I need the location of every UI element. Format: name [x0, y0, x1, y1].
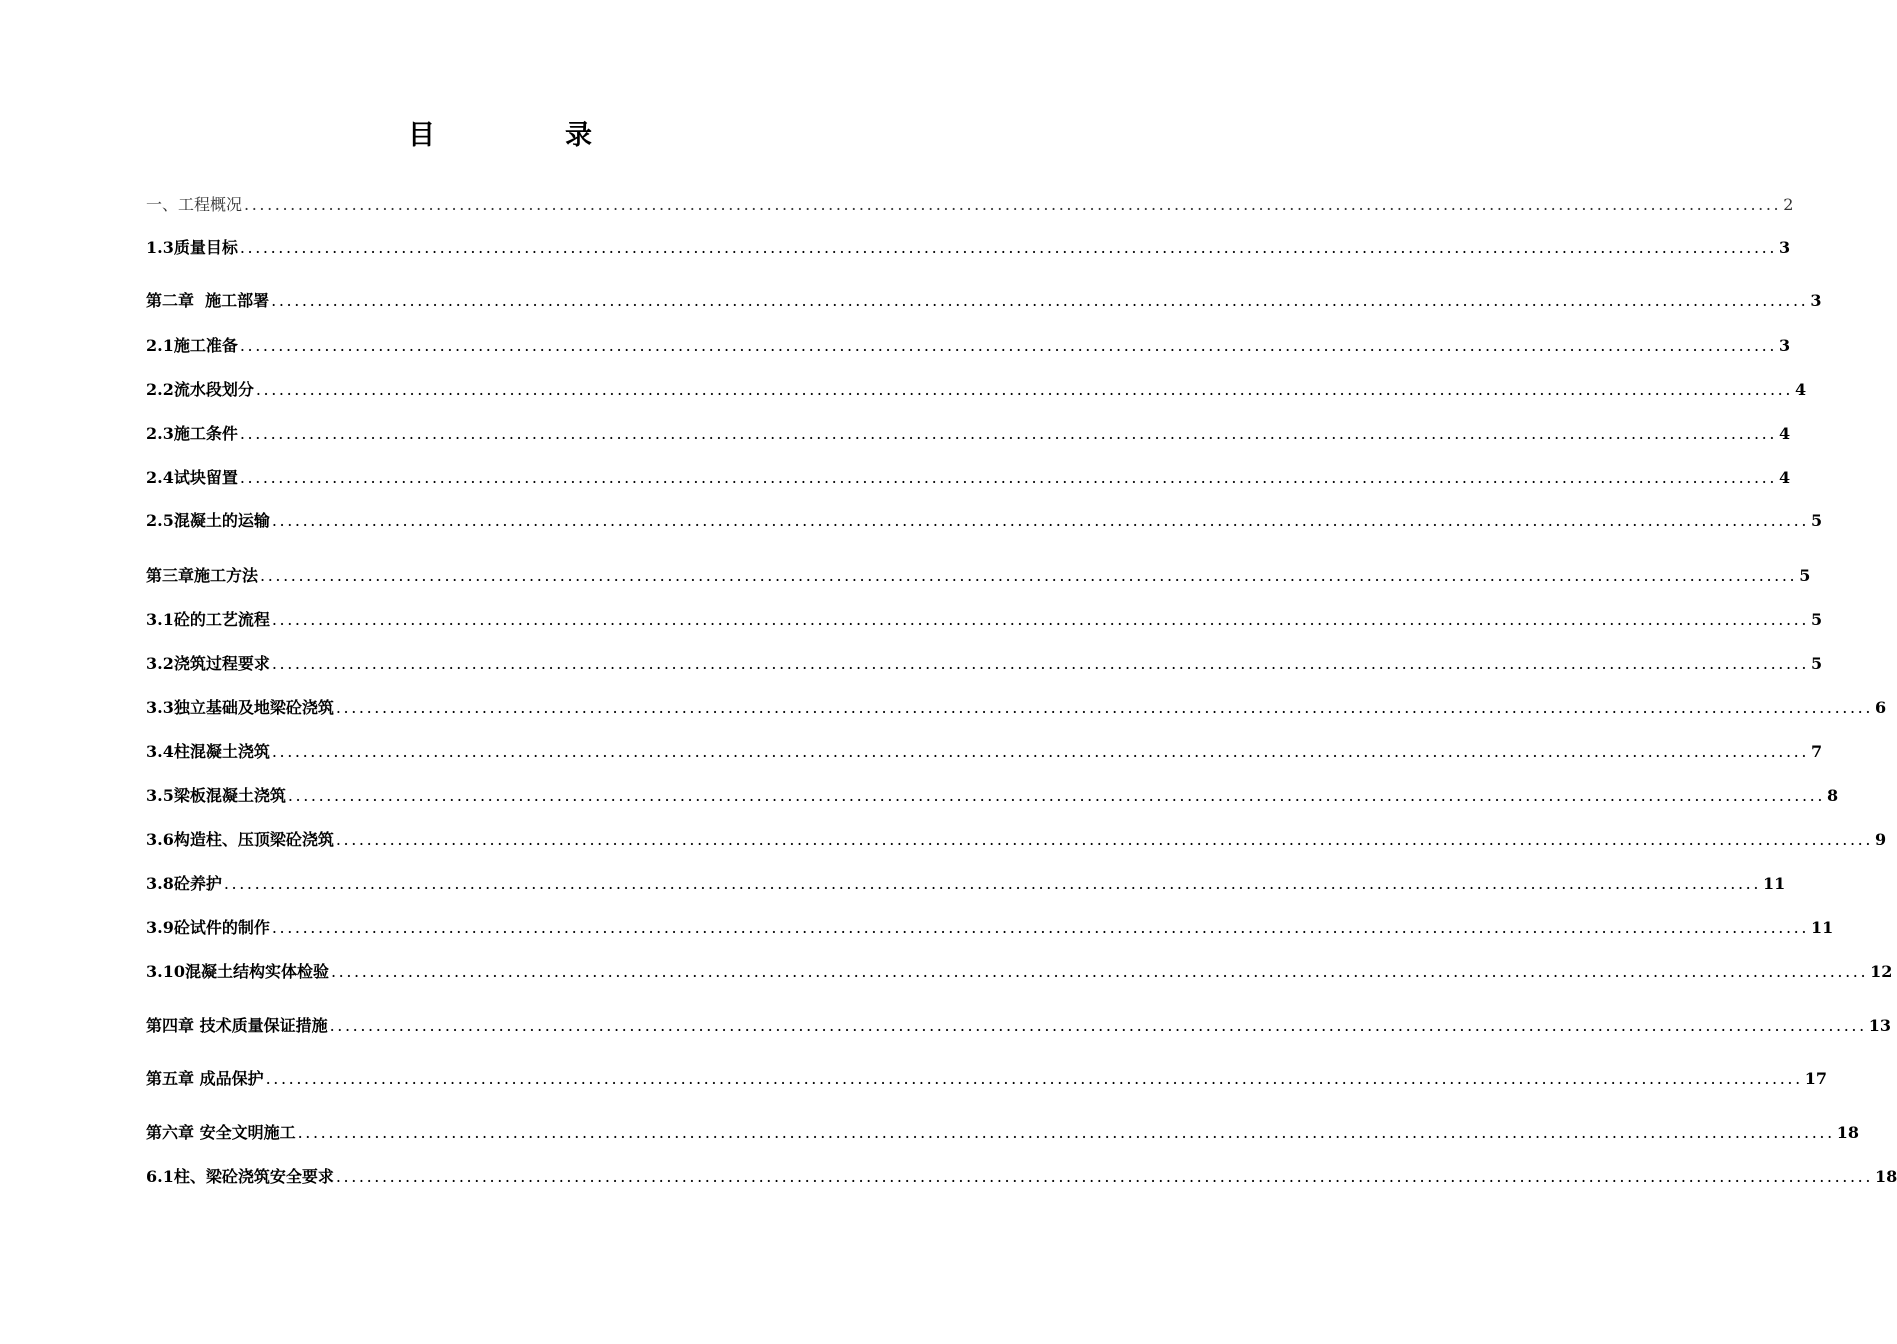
toc-entry-label: 2.1施工准备 — [146, 336, 238, 355]
toc-entry[interactable] — [146, 652, 1823, 676]
toc-dot-leader: ........................................................................................................................................................................................................ — [335, 1167, 1874, 1186]
toc-entry-label: 3.10混凝土结构实体检验 — [146, 962, 329, 981]
toc-entry-page-number: 8 — [1827, 786, 1839, 805]
toc-dot-leader: ........................................................................................................................................................................................................ — [223, 874, 1762, 893]
toc-dot-leader: ........................................................................................................................................................................................................ — [239, 336, 1778, 355]
toc-entry[interactable] — [146, 740, 1823, 764]
toc-entry-page-number: 5 — [1811, 511, 1823, 530]
toc-entry[interactable] — [146, 334, 1791, 358]
toc-entry-page-number: 2 — [1783, 195, 1794, 214]
toc-dot-leader: ........................................................................................................................................................................................................ — [335, 830, 1874, 849]
toc-entry-label: 第二章 施工部署 — [146, 291, 270, 310]
toc-entry[interactable] — [146, 564, 1811, 588]
toc-dot-leader: ........................................................................................................................................................................................................ — [287, 786, 1826, 805]
toc-entry-page-number: 5 — [1799, 566, 1811, 585]
toc-entry[interactable] — [146, 193, 1794, 217]
toc-dot-leader: ........................................................................................................................................................................................................ — [271, 654, 1810, 673]
page-title-first-char: 目 — [408, 120, 435, 151]
toc-entry-page-number: 9 — [1875, 830, 1887, 849]
toc-entry-label: 2.2流水段划分 — [146, 380, 254, 399]
toc-entry-page-number: 18 — [1836, 1123, 1860, 1142]
toc-entry-page-number: 4 — [1779, 468, 1791, 487]
toc-entry-label: 一、工程概况 — [146, 195, 243, 214]
toc-entry[interactable] — [146, 466, 1791, 490]
toc-entry[interactable] — [146, 378, 1807, 402]
toc-entry-label: 3.8砼养护 — [146, 874, 222, 893]
toc-dot-leader: ........................................................................................................................................................................................................ — [335, 698, 1874, 717]
toc-entry[interactable] — [146, 960, 1893, 984]
toc-entry-label: 2.4试块留置 — [146, 468, 238, 487]
toc-dot-leader: ........................................................................................................................................................................................................ — [244, 195, 1782, 214]
toc-entry[interactable] — [146, 509, 1823, 533]
toc-entry-label: 6.1柱、梁砼浇筑安全要求 — [146, 1167, 334, 1186]
toc-entry-page-number: 11 — [1811, 918, 1834, 937]
toc-entry-label: 3.3独立基础及地梁砼浇筑 — [146, 698, 334, 717]
toc-entry-page-number: 4 — [1795, 380, 1807, 399]
toc-entry-page-number: 6 — [1875, 698, 1887, 717]
toc-dot-leader: ........................................................................................................................................................................................................ — [297, 1123, 1835, 1142]
toc-entry-page-number: 13 — [1868, 1016, 1892, 1035]
toc-dot-leader: ........................................................................................................................................................................................................ — [260, 566, 1798, 585]
toc-dot-leader: ........................................................................................................................................................................................................ — [271, 918, 1810, 937]
toc-dot-leader: ........................................................................................................................................................................................................ — [239, 468, 1778, 487]
toc-dot-leader: ........................................................................................................................................................................................................ — [239, 424, 1778, 443]
toc-entry[interactable] — [146, 828, 1887, 852]
page-title — [0, 118, 1000, 154]
toc-entry[interactable] — [146, 916, 1834, 940]
toc-dot-leader: ........................................................................................................................................................................................................ — [271, 742, 1810, 761]
toc-dot-leader: ........................................................................................................................................................................................................ — [271, 610, 1810, 629]
toc-entry-label: 3.4柱混凝土浇筑 — [146, 742, 270, 761]
toc-entry-page-number: 4 — [1779, 424, 1791, 443]
toc-entry-page-number: 3 — [1779, 238, 1791, 257]
toc-entry-page-number: 12 — [1870, 962, 1893, 981]
toc-entry-page-number: 7 — [1811, 742, 1823, 761]
toc-entry-page-number: 17 — [1804, 1069, 1828, 1088]
toc-entry-label: 第四章 技术质量保证措施 — [146, 1016, 328, 1035]
toc-dot-leader: ........................................................................................................................................................................................................ — [239, 238, 1778, 257]
toc-entry[interactable] — [146, 1121, 1860, 1145]
toc-dot-leader: ........................................................................................................................................................................................................ — [265, 1069, 1803, 1088]
toc-dot-leader: ........................................................................................................................................................................................................ — [271, 511, 1810, 530]
toc-entry-label: 第三章施工方法 — [146, 566, 259, 585]
toc-entry-label: 3.2浇筑过程要求 — [146, 654, 270, 673]
toc-entry-label: 3.5梁板混凝土浇筑 — [146, 786, 286, 805]
toc-entry[interactable] — [146, 1067, 1828, 1091]
toc-dot-leader: ........................................................................................................................................................................................................ — [330, 962, 1869, 981]
toc-entry[interactable] — [146, 784, 1839, 808]
toc-dot-leader: ........................................................................................................................................................................................................ — [255, 380, 1794, 399]
toc-entry-page-number: 11 — [1763, 874, 1786, 893]
page-title-second-char: 录 — [565, 120, 592, 151]
toc-entry-label: 第五章 成品保护 — [146, 1069, 264, 1088]
toc-entry[interactable] — [146, 1165, 1897, 1189]
toc-entry[interactable] — [146, 422, 1791, 446]
toc-entry-label: 3.1砼的工艺流程 — [146, 610, 270, 629]
toc-entry[interactable] — [146, 236, 1791, 260]
toc-entry-label: 2.5混凝土的运输 — [146, 511, 270, 530]
toc-entry-page-number: 3 — [1779, 336, 1791, 355]
toc-dot-leader: ........................................................................................................................................................................................................ — [329, 1016, 1867, 1035]
toc-entry-label: 第六章 安全文明施工 — [146, 1123, 296, 1142]
toc-entry-label: 3.9砼试件的制作 — [146, 918, 270, 937]
toc-dot-leader: ........................................................................................................................................................................................................ — [271, 291, 1809, 310]
toc-entry[interactable] — [146, 1014, 1892, 1038]
toc-entry-page-number: 5 — [1811, 654, 1823, 673]
toc-entry[interactable] — [146, 696, 1887, 720]
toc-entry-page-number: 3 — [1810, 291, 1822, 310]
toc-entry-label: 2.3施工条件 — [146, 424, 238, 443]
toc-entry-page-number: 5 — [1811, 610, 1823, 629]
toc-entry-label: 3.6构造柱、压顶梁砼浇筑 — [146, 830, 334, 849]
toc-entry-label: 1.3质量目标 — [146, 238, 238, 257]
toc-entry[interactable] — [146, 872, 1786, 896]
toc-entry[interactable] — [146, 289, 1822, 313]
toc-entry[interactable] — [146, 608, 1823, 632]
toc-entry-page-number: 18 — [1875, 1167, 1897, 1186]
